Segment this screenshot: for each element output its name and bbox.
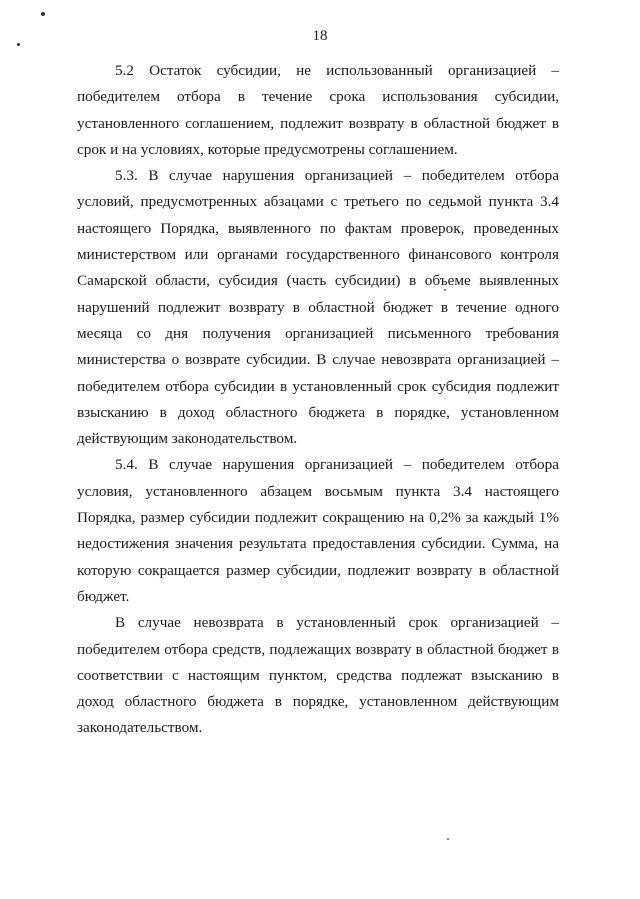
paragraph-5-2: 5.2 Остаток субсидии, не использованный организацией – победителем отбора в течение срока использования субсидии, установленного соглашением, подлежит возврату в областной бюджет в срок и на условиях, которые предусмотрены соглашением. xyxy=(77,62,559,158)
paragraph-non-return: В случае невозврата в установленный срок организацией – победителем отбора средств, подлежащих возврату в областной бюджет в соответствии с настоящим пунктом, средства подлежат взысканию в доход областного бюджета в порядке, установленном действующим законодательством. xyxy=(77,614,559,737)
scan-speck xyxy=(41,12,45,16)
paragraph-5-4: 5.4. В случае нарушения организацией – победителем отбора условия, установленного абзацем восьмым пункта 3.4 настоящего Порядка, размер субсидии подлежит сокращению на 0,2% за каждый 1% недостижения значения результата предоставления субсидии. Сумма, на которую сокращается размер субсидии, подлежит возврату в областной бюджет. xyxy=(77,456,559,605)
page-number: 18 xyxy=(312,28,328,44)
document-body xyxy=(77,58,559,742)
scan-speck xyxy=(447,838,449,840)
paragraph-5-3: 5.3. В случае нарушения организацией – победителем отбора условий, предусмотренных абзацами с третьего по седьмой пункта 3.4 настоящего Порядка, выявленного по фактам проверок, проведенных министерством или органами государственного финансового контроля Самарской области, субсидия (часть субсидии) в объеме выявленных нарушений подлежит возврату в областной бюджет в течение одного месяца со дня получения организацией письменного требования министерства о возврате субсидии. В случае невозврата организацией – победителем отбора субсидии в установленный срок субсидия подлежит взысканию в доход областного бюджета в порядке, установленном действующим законодательством. xyxy=(77,167,559,448)
